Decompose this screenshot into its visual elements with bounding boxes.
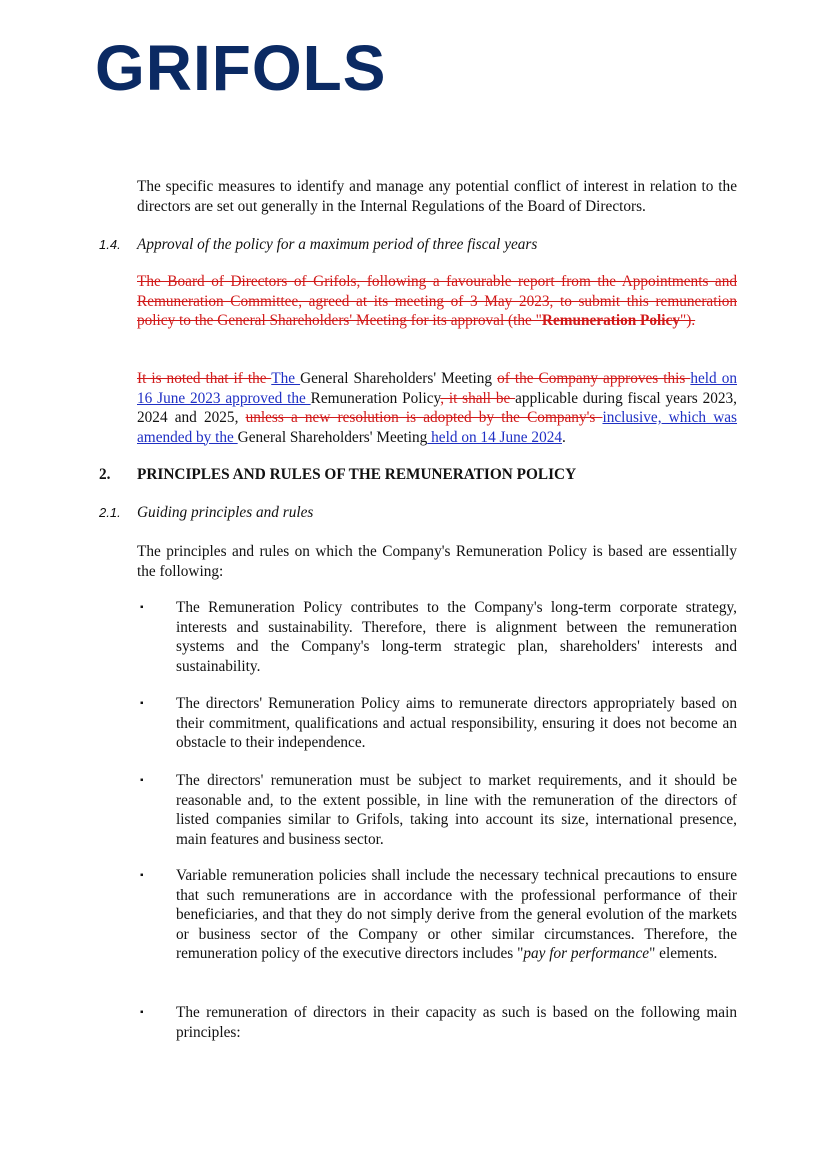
- section-2-title: PRINCIPLES AND RULES OF THE REMUNERATION POLICY: [137, 466, 577, 483]
- text-5: .: [562, 428, 566, 446]
- tracked-changes-paragraph: [137, 369, 737, 447]
- deletion-2: of the Company approves this: [497, 370, 691, 387]
- bullet-marker: ▪: [140, 1007, 144, 1018]
- list-item-emphasis: pay for performance: [523, 945, 650, 962]
- deleted-bold-term: Remuneration Policy: [541, 312, 680, 329]
- deletion-4: unless a new resolution is adopted by the Company's: [245, 409, 603, 426]
- list-item: [176, 866, 737, 964]
- section-1-4-number: 1.4.: [99, 237, 121, 252]
- insertion-1: The: [271, 370, 301, 387]
- list-item: The directors' Remuneration Policy aims to remunerate directors appropriately based on their commitment, qualifications and actual responsibility, ensuring it does not become an obstacle to their independence.: [176, 695, 737, 751]
- deleted-paragraph: [137, 272, 737, 331]
- section-2-heading: [99, 465, 576, 484]
- section-1-4-title: Approval of the policy for a maximum period of three fiscal years: [137, 236, 538, 253]
- section-2-1-title: Guiding principles and rules: [137, 504, 314, 521]
- bullet-marker: ▪: [140, 775, 144, 786]
- deletion-3: , it shall be: [440, 389, 516, 407]
- list-item: The remuneration of directors in their capacity as such is based on the following main principles:: [176, 1004, 737, 1041]
- grifols-logo: GRIFOLS: [95, 32, 387, 104]
- list-item: The directors' remuneration must be subject to market requirements, and it should be reasonable and, to the extent possible, in line with the remuneration of the directors of listed companies similar to Grifols, taking into account its size, international presence, main features and business sector.: [176, 772, 737, 848]
- bullet-marker: ▪: [140, 698, 144, 709]
- bullet-marker: ▪: [140, 602, 144, 613]
- list-item-text-end: " elements.: [649, 945, 718, 962]
- intro-paragraph: The specific measures to identify and manage any potential conflict of interest in relation to the directors are set out generally in the Internal Regulations of the Board of Directors.: [137, 178, 737, 215]
- section-2-1-intro: The principles and rules on which the Company's Remuneration Policy is based are essentially the following:: [137, 543, 737, 580]
- insertion-4: held on 14 June 2024: [427, 428, 563, 446]
- deleted-text: The Board of Directors of Grifols, following a favourable report from the Appointments and Remuneration Committee, agreed at its meeting of 3 May 2023, to submit this remuneration policy to the General Shareholders' Meeting for its approval (the ": [137, 273, 737, 329]
- list-item-text: Variable remuneration policies shall include the necessary technical precautions to ensure that such remunerations are in accordance with the professional performance of their beneficiaries, and that they do not simply derive from the general evolution of the markets or business sector of the Company or other similar circumstances. Therefore, the remuneration policy of the executive directors includes ": [176, 867, 737, 962]
- deleted-text-end: ").: [679, 312, 696, 329]
- bullet-marker: ▪: [140, 870, 144, 881]
- list-item: The Remuneration Policy contributes to the Company's long-term corporate strategy, interests and sustainability. Therefore, there is alignment between the remuneration systems and the Company's long-term strategic plan, shareholders' interests and sustainability.: [176, 599, 737, 675]
- insertion-3: inclusive, which was amended by the: [137, 409, 738, 446]
- text-2: Remuneration Policy: [310, 389, 441, 407]
- section-2-number: 2.: [99, 466, 111, 483]
- text-3: applicable during fiscal years 2023, 2024 and 2025,: [137, 389, 737, 426]
- deletion-1: It is noted that if the: [137, 370, 272, 387]
- section-2-1-number: 2.1.: [99, 505, 121, 520]
- text-4: General Shareholders' Meeting: [237, 428, 428, 446]
- insertion-2: held on 16 June 2023 approved the: [137, 370, 737, 407]
- text-1: General Shareholders' Meeting: [300, 370, 498, 387]
